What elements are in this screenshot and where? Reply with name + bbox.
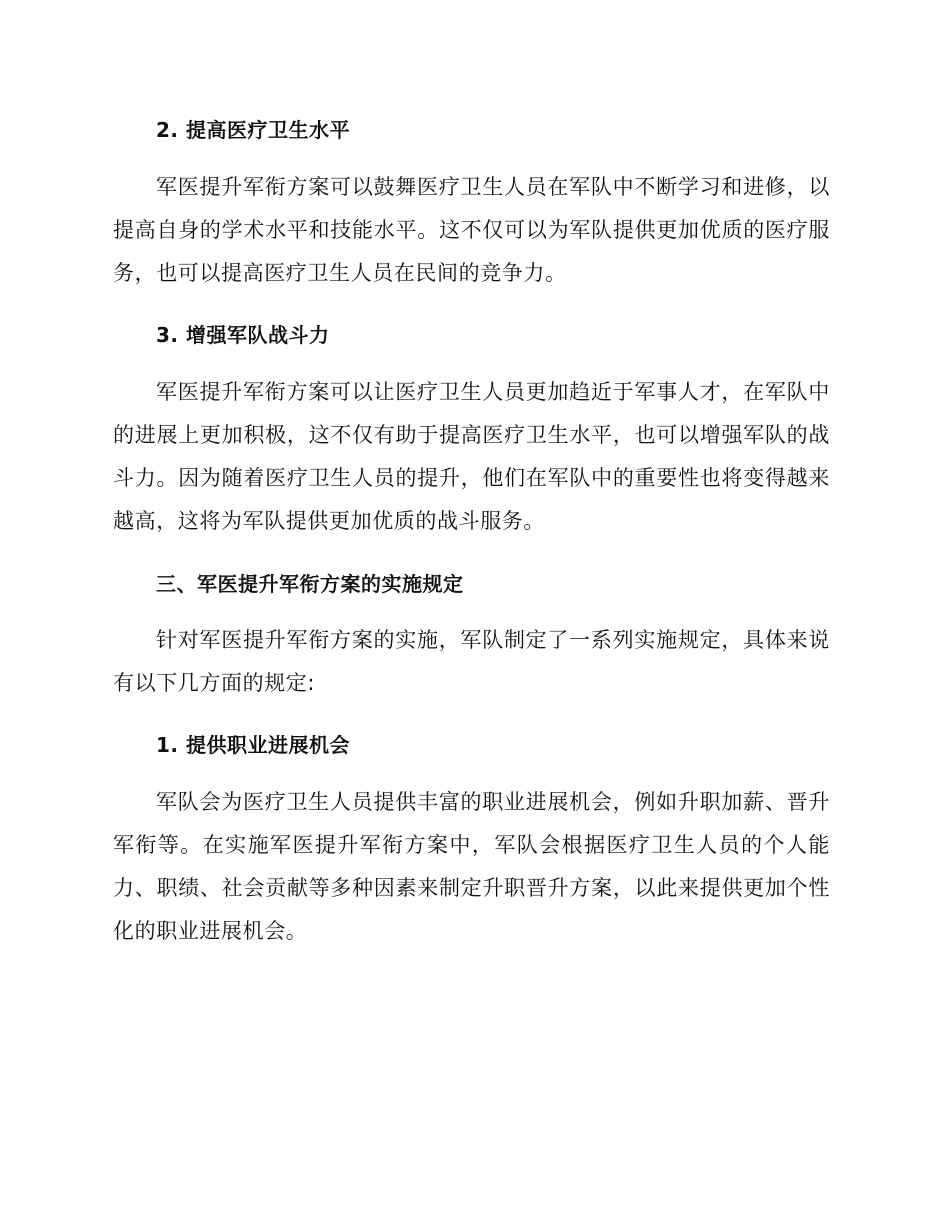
section-heading: 2. 提高医疗卫生水平 (156, 118, 350, 142)
section-paragraph: 军医提升军衔方案可以鼓舞医疗卫生人员在军队中不断学习和进修，以提高自身的学术水平和技能水平。这不仅可以为军队提供更加优质的医疗服务，也可以提高医疗卫生人员在民间的竞争力。 (113, 175, 830, 285)
section-paragraph: 军医提升军衔方案可以让医疗卫生人员更加趋近于军事人才，在军队中的进展上更加积极，这不仅有助于提高医疗卫生水平，也可以增强军队的战斗力。因为随着医疗卫生人员的提升，他们在军队中的重要性也将变得越来越高，这将为军队提供更加优质的战斗服务。 (113, 380, 830, 533)
section-heading: 3. 增强军队战斗力 (156, 323, 330, 347)
section-paragraph: 针对军医提升军衔方案的实施，军队制定了一系列实施规定，具体来说有以下几方面的规定: (113, 628, 830, 695)
section-heading: 1. 提供职业进展机会 (156, 733, 350, 757)
section-paragraph: 军队会为医疗卫生人员提供丰富的职业进展机会，例如升职加薪、晋升军衔等。在实施军医提升军衔方案中，军队会根据医疗卫生人员的个人能力、职绩、社会贡献等多种因素来制定升职晋升方案，以此来提供更加个性化的职业进展机会。 (113, 790, 830, 943)
chapter-heading: 三、军医提升军衔方案的实施规定 (156, 572, 464, 596)
